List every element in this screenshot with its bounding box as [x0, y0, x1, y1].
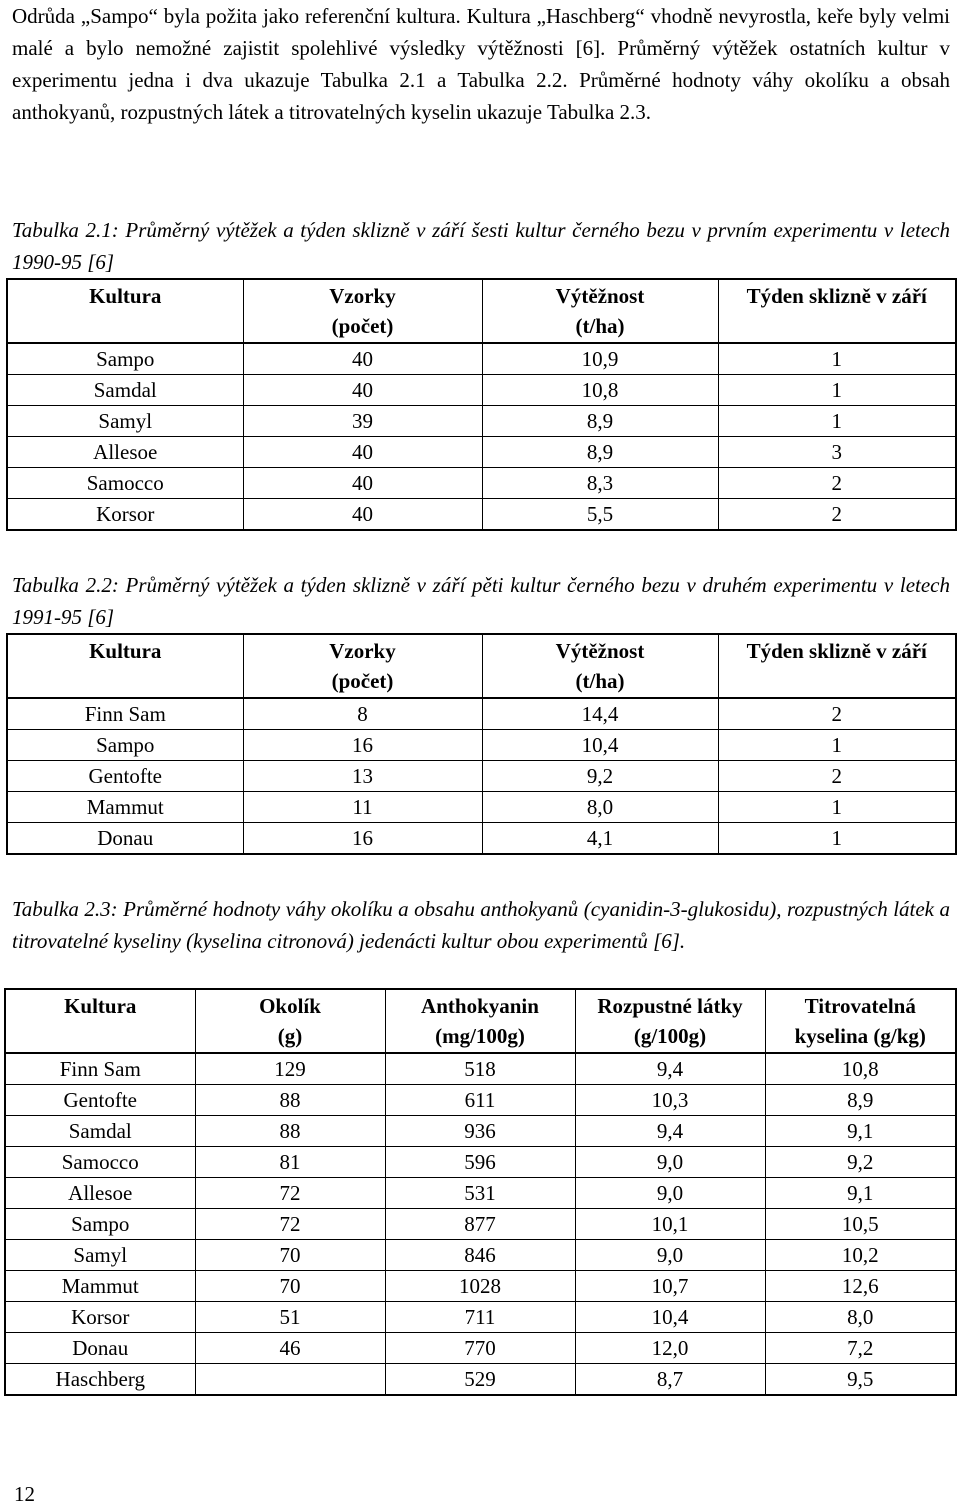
- table-cell: 9,0: [575, 1147, 765, 1178]
- table-cell: 70: [195, 1240, 385, 1271]
- table2-header-vzorky: Vzorky (počet): [243, 634, 482, 698]
- table-cell: 14,4: [482, 698, 718, 730]
- table-cell: 8,0: [765, 1302, 956, 1333]
- table-row: [7, 499, 956, 531]
- table-row: [7, 468, 956, 499]
- table-cell: 81: [195, 1147, 385, 1178]
- table3-caption: Tabulka 2.3: Průměrné hodnoty váhy okolíku a obsahu anthokyanů (cyanidin-3-glukosidu), rozpustných látek a titrovatelné kyseliny (kyselina citronová) jedenácti kultur obou experimentů [6].: [12, 897, 950, 953]
- table-cell: Finn Sam: [5, 1053, 195, 1085]
- table-cell: 936: [385, 1116, 575, 1147]
- table-cell: 40: [243, 468, 482, 499]
- table-cell: 8,9: [765, 1085, 956, 1116]
- table-cell: 9,1: [765, 1178, 956, 1209]
- table-cell: 88: [195, 1085, 385, 1116]
- table-cell: 9,2: [482, 761, 718, 792]
- table-cell: 9,5: [765, 1364, 956, 1396]
- table-row: [5, 1364, 956, 1396]
- table-cell: 40: [243, 343, 482, 375]
- table-cell: Haschberg: [5, 1364, 195, 1396]
- table-cell: 10,3: [575, 1085, 765, 1116]
- table-cell: 9,1: [765, 1116, 956, 1147]
- table-cell: 5,5: [482, 499, 718, 531]
- table-cell: 2: [718, 761, 956, 792]
- table-cell: [195, 1364, 385, 1396]
- table-cell: 9,4: [575, 1116, 765, 1147]
- table-cell: 10,5: [765, 1209, 956, 1240]
- table2-header-vytěžnost: Výtěžnost (t/ha): [482, 634, 718, 698]
- table3-header-kultura: Kultura: [5, 989, 195, 1053]
- table-cell: Donau: [7, 823, 243, 855]
- table-cell: 16: [243, 730, 482, 761]
- table3-header-anthokyanin: Anthokyanin (mg/100g): [385, 989, 575, 1053]
- table-cell: 1: [718, 375, 956, 406]
- table-cell: Korsor: [7, 499, 243, 531]
- table-cell: 72: [195, 1209, 385, 1240]
- table-cell: 1: [718, 730, 956, 761]
- table-cell: 1028: [385, 1271, 575, 1302]
- table-row: [5, 1147, 956, 1178]
- table-row: [7, 730, 956, 761]
- intro-paragraph: Odrůda „Sampo“ byla požita jako referenční kultura. Kultura „Haschberg“ vhodně nevyrostla, keře byly velmi malé a bylo nemožné zajistit spolehlivé výsledky výtěžnosti [6]. Průměrný výtěžek ostatních kultur v experimentu jedna i dva ukazuje Tabulka 2.1 a Tabulka 2.2. Průměrné hodnoty váhy okolíku a obsah anthokyanů, rozpustných látek a titrovatelných kyselin ukazuje Tabulka 2.3.: [12, 4, 950, 124]
- page-number: 12: [14, 1482, 35, 1506]
- table-cell: 4,1: [482, 823, 718, 855]
- table-cell: 129: [195, 1053, 385, 1085]
- table-cell: Samyl: [7, 406, 243, 437]
- table-cell: 10,8: [765, 1053, 956, 1085]
- table2-header-tyden: Týden sklizně v září: [718, 634, 956, 698]
- table-cell: 770: [385, 1333, 575, 1364]
- table-row: [7, 698, 956, 730]
- table-row: [5, 1240, 956, 1271]
- table-cell: 40: [243, 437, 482, 468]
- table-row: [5, 1271, 956, 1302]
- table-cell: 13: [243, 761, 482, 792]
- table-cell: 10,7: [575, 1271, 765, 1302]
- table-cell: 8,9: [482, 406, 718, 437]
- table-row: [5, 1178, 956, 1209]
- table-cell: 40: [243, 375, 482, 406]
- table-cell: 7,2: [765, 1333, 956, 1364]
- table-cell: 12,0: [575, 1333, 765, 1364]
- table-cell: 2: [718, 499, 956, 531]
- table-cell: 1: [718, 406, 956, 437]
- table-cell: Samocco: [5, 1147, 195, 1178]
- table-cell: Gentofte: [7, 761, 243, 792]
- table-cell: Samyl: [5, 1240, 195, 1271]
- table2-header-kultura: Kultura: [7, 634, 243, 698]
- table-cell: Mammut: [7, 792, 243, 823]
- table-cell: 70: [195, 1271, 385, 1302]
- table-cell: 2: [718, 698, 956, 730]
- table-cell: Samocco: [7, 468, 243, 499]
- table-cell: 611: [385, 1085, 575, 1116]
- table-cell: 9,4: [575, 1053, 765, 1085]
- table-row: [7, 406, 956, 437]
- table-row: [7, 343, 956, 375]
- table-cell: 51: [195, 1302, 385, 1333]
- table1-header-row: [7, 279, 956, 343]
- table-cell: 10,1: [575, 1209, 765, 1240]
- table-cell: 529: [385, 1364, 575, 1396]
- table-row: [5, 1209, 956, 1240]
- table-cell: 531: [385, 1178, 575, 1209]
- table-row: [5, 1085, 956, 1116]
- table-row: [7, 823, 956, 855]
- table-cell: Sampo: [5, 1209, 195, 1240]
- table-cell: 9,0: [575, 1240, 765, 1271]
- table-cell: 518: [385, 1053, 575, 1085]
- table-row: [7, 761, 956, 792]
- table-cell: 88: [195, 1116, 385, 1147]
- table-cell: 8,0: [482, 792, 718, 823]
- table3-header-titrovatelna-kyselina: Titrovatelná kyselina (g/kg): [765, 989, 956, 1053]
- table-cell: 9,2: [765, 1147, 956, 1178]
- table-row: [7, 375, 956, 406]
- table3-header-row: [5, 989, 956, 1053]
- table-cell: Allesoe: [7, 437, 243, 468]
- table1-header-kultura: Kultura: [7, 279, 243, 343]
- table-cell: 10,4: [482, 730, 718, 761]
- table-row: [7, 437, 956, 468]
- table-row: [5, 1116, 956, 1147]
- table-cell: 877: [385, 1209, 575, 1240]
- table-cell: 846: [385, 1240, 575, 1271]
- table-cell: Allesoe: [5, 1178, 195, 1209]
- table-cell: Sampo: [7, 730, 243, 761]
- table-cell: 8,9: [482, 437, 718, 468]
- table-cell: 8,3: [482, 468, 718, 499]
- table-cell: Gentofte: [5, 1085, 195, 1116]
- table-cell: 2: [718, 468, 956, 499]
- table-cell: 1: [718, 343, 956, 375]
- table-row: [5, 1053, 956, 1085]
- table-cell: 1: [718, 792, 956, 823]
- table-cell: 11: [243, 792, 482, 823]
- table3-header-okolik: Okolík (g): [195, 989, 385, 1053]
- table3-header-rozpustne-latky: Rozpustné látky (g/100g): [575, 989, 765, 1053]
- table-cell: Mammut: [5, 1271, 195, 1302]
- table-cell: 46: [195, 1333, 385, 1364]
- table-cell: 10,4: [575, 1302, 765, 1333]
- table2: [6, 633, 957, 855]
- table-cell: 10,2: [765, 1240, 956, 1271]
- table-cell: 12,6: [765, 1271, 956, 1302]
- table2-header-row: [7, 634, 956, 698]
- table1-header-tyden: Týden sklizně v září: [718, 279, 956, 343]
- table-cell: 9,0: [575, 1178, 765, 1209]
- table-cell: 8,7: [575, 1364, 765, 1396]
- table2-caption: Tabulka 2.2: Průměrný výtěžek a týden sklizně v září pěti kultur černého bezu v druhém experimentu v letech 1991-95 [6]: [12, 573, 950, 629]
- table-cell: Donau: [5, 1333, 195, 1364]
- table-cell: 16: [243, 823, 482, 855]
- table-row: [5, 1333, 956, 1364]
- table-cell: 10,9: [482, 343, 718, 375]
- table3: [4, 988, 957, 1396]
- table1-header-vzorky: Vzorky (počet): [243, 279, 482, 343]
- table-cell: 711: [385, 1302, 575, 1333]
- table-row: [7, 792, 956, 823]
- table1: [6, 278, 957, 531]
- table-cell: 72: [195, 1178, 385, 1209]
- table-cell: 1: [718, 823, 956, 855]
- table1-header-vytěžnost: Výtěžnost (t/ha): [482, 279, 718, 343]
- table1-caption: Tabulka 2.1: Průměrný výtěžek a týden sklizně v září šesti kultur černého bezu v prvním experimentu v letech 1990-95 [6]: [12, 218, 950, 274]
- table-cell: Finn Sam: [7, 698, 243, 730]
- table-cell: Sampo: [7, 343, 243, 375]
- table-cell: Korsor: [5, 1302, 195, 1333]
- table-cell: 596: [385, 1147, 575, 1178]
- table-cell: 10,8: [482, 375, 718, 406]
- table-cell: Samdal: [7, 375, 243, 406]
- table-cell: 40: [243, 499, 482, 531]
- table-cell: 8: [243, 698, 482, 730]
- table-cell: 39: [243, 406, 482, 437]
- table-row: [5, 1302, 956, 1333]
- table-cell: Samdal: [5, 1116, 195, 1147]
- table-cell: 3: [718, 437, 956, 468]
